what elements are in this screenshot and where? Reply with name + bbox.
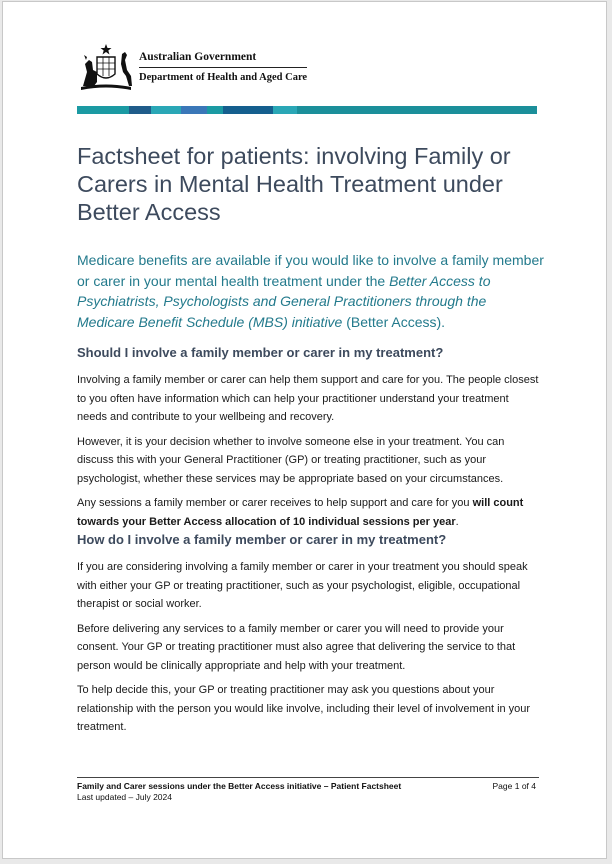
footer-divider [77,777,539,778]
color-bar-segment [223,106,273,114]
brand-color-bar [77,106,537,114]
footer-title: Family and Carer sessions under the Better Access initiative – Patient Factsheet [77,781,402,791]
wordmark-divider [139,67,307,68]
body-paragraph: To help decide this, your GP or treating practitioner may ask you questions about your relationship with the person you would like involve, including their level of involvement in your treatment. [77,684,531,733]
color-bar-segment [297,106,537,114]
section-how-involve [77,531,539,743]
department-name: Department of Health and Aged Care [139,72,308,83]
body-paragraph: However, it is your decision whether to involve someone else in your treatment. You can discuss this with your General Practitioner (GP) or treating practitioner, such as your psychologist, whether these services may be appropriate based on your circumstances. [77,435,505,485]
section-should-involve [77,344,539,537]
document-page [2,1,607,859]
body-paragraph: Involving a family member or carer can help them support and care for you. The people closest to you often have information which can help your practitioner understand your treatment needs and contribute to your wellbeing and recovery. [77,374,539,423]
section-heading: How do I involve a family member or carer in my treatment? [77,532,447,547]
color-bar-segment [273,106,297,114]
color-bar-segment [151,106,181,114]
initiative-name: Better Access to Psychiatrists, Psychologists and General Practitioners through the Medicare Benefit Schedule (MBS) initiative [77,272,491,330]
body-paragraph: Any sessions a family member or carer receives to help support and care for you will count towards your Better Access allocation of 10 individual sessions per year. [77,497,524,528]
coat-of-arms-logo [77,42,135,92]
last-updated: Last updated – July 2024 [77,792,172,802]
body-paragraph: Before delivering any services to a family member or carer you will need to provide your consent. Your GP or treating practitioner must also agree that delivering the service to that person would be clinically appropriate and help with your treatment. [77,622,516,672]
color-bar-segment [129,106,151,114]
government-name: Australian Government [139,51,257,63]
footer-info [77,781,401,803]
intro-paragraph: Medicare benefits are available if you would like to involve a family member or carer in your mental health treatment under the Better Access to Psychiatrists, Psychologists and General Practitioners through the Medicare Benefit Schedule (MBS) initiative (Better Access). [77,252,544,330]
page-number: Page 1 of 4 [492,781,536,791]
color-bar-segment [77,106,129,114]
color-bar-segment [207,106,223,114]
section-heading: Should I involve a family member or carer in my treatment? [77,345,444,360]
session-allocation-note: will count towards your Better Access allocation of 10 individual sessions per year [77,497,524,528]
government-header [77,42,307,92]
color-bar-segment [181,106,207,114]
body-paragraph: If you are considering involving a family member or carer in your treatment you should speak with either your GP or treating practitioner, such as your psychologist, eligible, occupational therapist or social worker. [77,561,528,610]
document-title: Factsheet for patients: involving Family or Carers in Mental Health Treatment under Better Access [77,143,511,225]
government-wordmark [139,50,307,84]
